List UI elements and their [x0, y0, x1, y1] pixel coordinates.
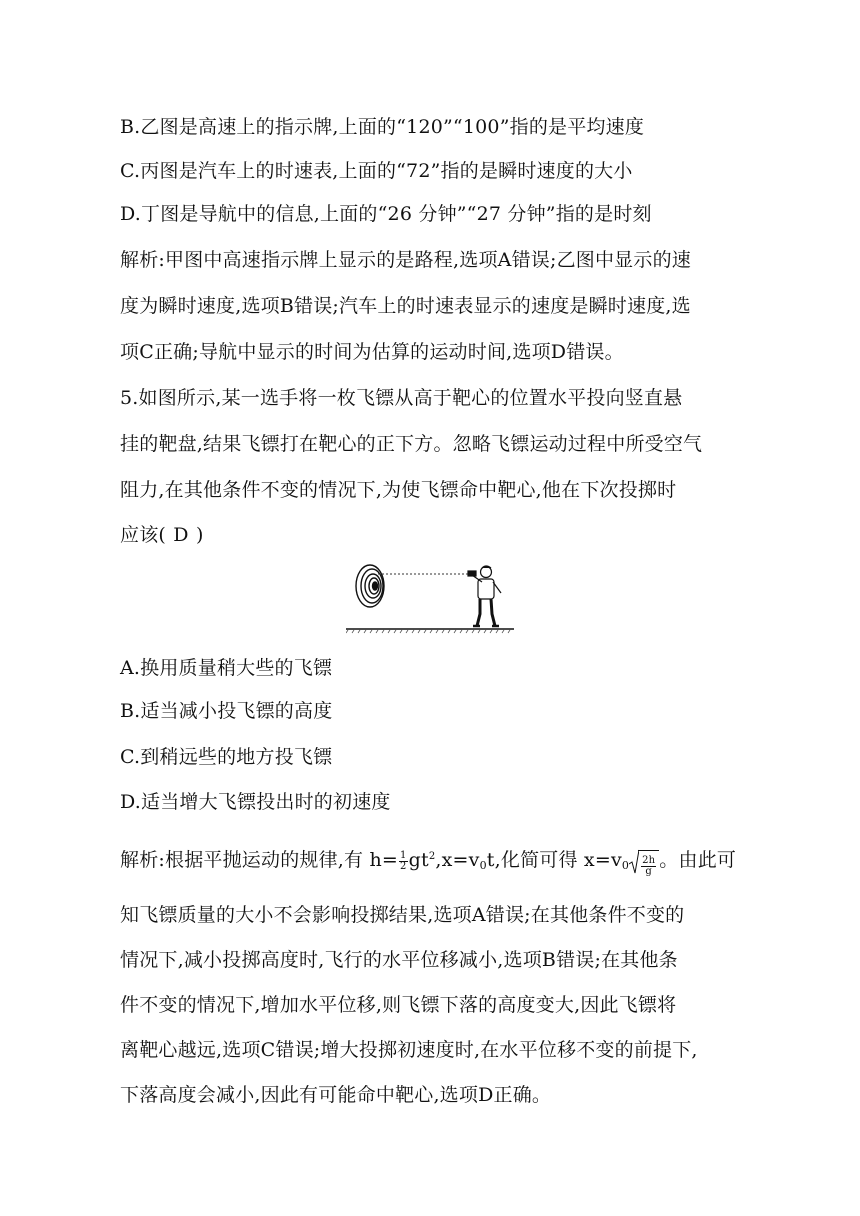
- analysis-5-text-d: t,化简可得 x=v: [486, 849, 622, 871]
- dart-target-figure: [346, 560, 516, 638]
- analysis-5-line-1: [120, 843, 760, 880]
- q5-option-d: D.适当增大飞镖投出时的初速度: [120, 791, 391, 813]
- square-root: [629, 847, 659, 875]
- q5-option-b: B.适当减小投飞镖的高度: [120, 700, 333, 722]
- analysis-5-line-4: 件不变的情况下,增加水平位移,则飞镖下落的高度变大,因此飞镖将: [120, 994, 677, 1016]
- sqrt-denominator: g: [645, 865, 652, 877]
- question-5-line-4: [120, 521, 760, 549]
- analysis-4-line-3: 项C正确;导航中显示的时间为估算的运动时间,选项D错误。: [120, 341, 624, 363]
- question-5-line-1: 5.如图所示,某一选手将一枚飞镖从高于靶心的位置水平投向竖直悬: [120, 387, 683, 409]
- option-d: D.丁图是导航中的信息,上面的“26 分钟”“27 分钟”指的是时刻: [120, 203, 652, 225]
- analysis-5-text-e: 。由此可: [659, 849, 737, 871]
- analysis-5-text-b: gt: [408, 849, 429, 871]
- dartboard-icon: [356, 565, 384, 607]
- fraction-half: [399, 851, 408, 872]
- question-5-suffix: ): [196, 524, 204, 546]
- question-5-line-3: 阻力,在其他条件不变的情况下,为使飞镖命中靶心,他在下次投掷时: [120, 479, 677, 501]
- fraction-denominator: 2: [400, 860, 407, 872]
- option-b: B.乙图是高速上的指示牌,上面的“120”“100”指的是平均速度: [120, 116, 645, 138]
- fraction-numerator: 1: [400, 849, 407, 861]
- subscript-0: 0: [479, 859, 487, 872]
- question-5-line-2: 挂的靶盘,结果飞镖打在靶心的正下方。忽略飞镖运动过程中所受空气: [120, 433, 703, 455]
- sqrt-numerator: 2h: [642, 854, 656, 866]
- question-5-answer: D: [173, 524, 189, 546]
- radical-sign-icon: [629, 849, 639, 875]
- option-c: C.丙图是汽车上的时速表,上面的“72”指的是瞬时速度的大小: [120, 160, 633, 182]
- analysis-5-line-5: 离靶心越远,选项C错误;增大投掷初速度时,在水平位移不变的前提下,: [120, 1039, 698, 1061]
- question-5-prefix: 应该(: [120, 524, 167, 546]
- exponent-2: 2: [428, 851, 436, 862]
- sqrt-fraction: [641, 856, 656, 877]
- q5-option-c: C.到稍远些的地方投飞镖: [120, 746, 333, 768]
- analysis-5-line-2: 知飞镖质量的大小不会影响投掷结果,选项A错误;在其他条件不变的: [120, 904, 685, 926]
- thrower-figure: [468, 566, 501, 626]
- analysis-5-line-3: 情况下,减小投掷高度时,飞行的水平位移减小,选项B错误;在其他条: [120, 949, 678, 971]
- q5-option-a: A.换用质量稍大些的飞镖: [120, 657, 333, 679]
- analysis-5-line-6: 下落高度会减小,因此有可能命中靶心,选项D正确。: [120, 1084, 552, 1106]
- analysis-4-line-1: 解析:甲图中高速指示牌上显示的是路程,选项A错误;乙图中显示的速: [120, 249, 691, 271]
- ground-hatching: [346, 630, 510, 633]
- analysis-5-text-c: ,x=v: [435, 849, 480, 871]
- subscript-0-b: 0: [621, 859, 630, 872]
- analysis-4-line-2: 度为瞬时速度,选项B错误;汽车上的时速表显示的速度是瞬时速度,选: [120, 295, 691, 317]
- analysis-5-text-a: 解析:根据平抛运动的规律,有 h=: [120, 849, 399, 871]
